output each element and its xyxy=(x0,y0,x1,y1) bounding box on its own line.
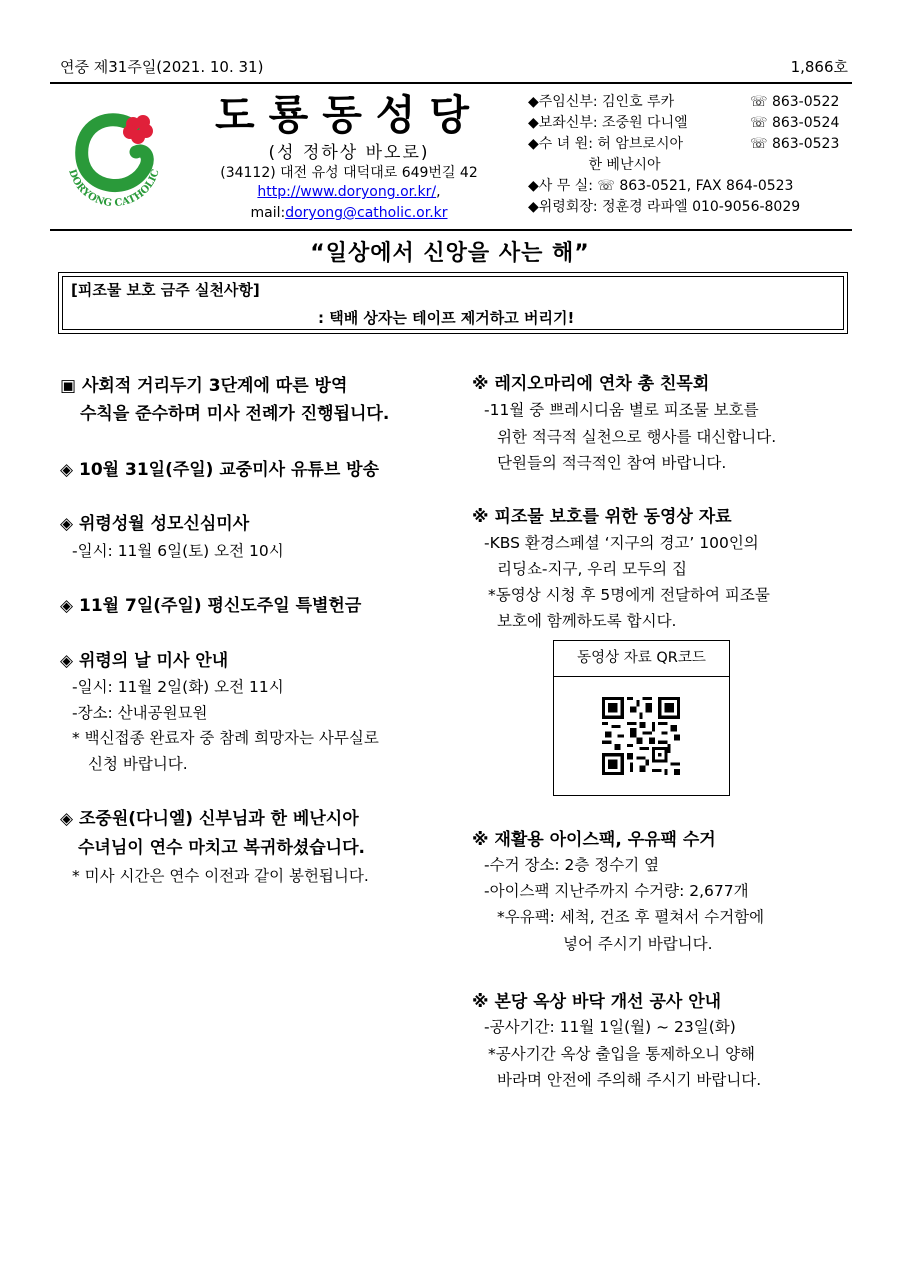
mail-line: mail:doryong@catholic.or.kr xyxy=(250,205,448,221)
contact-row: ◆보좌신부: 조중원 다니엘 ☏ 863-0524 xyxy=(528,115,840,131)
contact-row: ◆주임신부: 김인호 루카 ☏ 863-0522 xyxy=(528,94,840,110)
section-text: *동영상 시청 후 5명에게 전달하여 피조물 xyxy=(488,586,770,604)
section-text: *공사기간 옥상 출입을 통제하오니 양해 xyxy=(488,1045,756,1063)
section-text: 리딩쇼-지구, 우리 모두의 집 xyxy=(497,560,688,578)
section-text: 신청 바랍니다. xyxy=(88,755,188,773)
qr-code-box xyxy=(553,640,730,796)
contact-row: ◆위령회장: 정훈경 라파엘 010-9056-8029 xyxy=(528,199,801,215)
section-text: -KBS 환경스페셜 ‘지구의 경고’ 100인의 xyxy=(484,534,759,552)
section-heading: ※ 재활용 아이스팩, 우유팩 수거 xyxy=(472,830,716,850)
notice-box xyxy=(58,272,848,334)
section-heading: ※ 본당 옥상 바닥 개선 공사 안내 xyxy=(472,992,722,1012)
section-heading: ▣ 사회적 거리두기 3단계에 따른 방역 xyxy=(60,376,348,396)
contact-row: 한 베난시아 xyxy=(528,157,661,173)
section-text: 위한 적극적 실천으로 행사를 대신합니다. xyxy=(497,428,777,446)
section-heading: 수칙을 준수하며 미사 전례가 진행됩니다. xyxy=(80,404,390,424)
section-text: 보호에 함께하도록 합시다. xyxy=(497,612,677,630)
church-name: 도룡동성당 xyxy=(214,91,484,139)
church-address: (34112) 대전 유성 대덕대로 649번길 42 xyxy=(220,165,478,181)
email-link[interactable]: doryong@catholic.or.kr xyxy=(285,205,448,221)
church-logo xyxy=(54,100,174,220)
qr-code-icon[interactable] xyxy=(602,697,680,775)
section-text: * 백신접종 완료자 중 참례 희망자는 사무실로 xyxy=(72,729,379,747)
logo-text: DORYONG CATHOLIC xyxy=(66,168,162,210)
section-text: 바라며 안전에 주의해 주시기 바랍니다. xyxy=(497,1071,762,1089)
section-text: -11월 중 쁘레시디움 별로 피조물 보호를 xyxy=(484,401,759,419)
section-heading: ※ 피조물 보호를 위한 동영상 자료 xyxy=(472,507,732,527)
notice-text: : 택배 상자는 테이프 제거하고 버리기! xyxy=(318,309,575,327)
header-bottom-rule xyxy=(50,229,852,231)
qr-label: 동영상 자료 QR코드 xyxy=(577,650,706,666)
section-text: -장소: 산내공원묘원 xyxy=(72,704,208,722)
website-link[interactable]: http://www.doryong.or.kr/ xyxy=(257,184,437,200)
contact-row: ◆수 녀 원: 허 암브로시아 ☏ 863-0523 xyxy=(528,136,840,152)
section-text: 단원들의 적극적인 참여 바랍니다. xyxy=(497,454,727,472)
section-heading: 수녀님이 연수 마치고 복귀하셨습니다. xyxy=(78,838,365,858)
section-text: -수거 장소: 2층 정수기 옆 xyxy=(484,856,660,874)
section-heading: ◈ 10월 31일(주일) 교중미사 유튜브 방송 xyxy=(60,460,380,480)
notice-title: [피조물 보호 금주 실천사항] xyxy=(71,281,260,299)
contact-list xyxy=(528,92,858,218)
section-heading: ◈ 위령성월 성모신심미사 xyxy=(60,514,250,534)
section-heading: ◈ 조중원(다니엘) 신부님과 한 베난시아 xyxy=(60,809,359,829)
section-text: -일시: 11월 6일(토) 오전 10시 xyxy=(72,542,284,560)
section-text: -공사기간: 11월 1일(월) ~ 23일(화) xyxy=(484,1018,736,1036)
section-text: *우유팩: 세척, 건조 후 펼쳐서 수거함에 xyxy=(497,908,765,926)
section-heading: ◈ 11월 7일(주일) 평신도주일 특별헌금 xyxy=(60,596,362,616)
issue-date: 연중 제31주일(2021. 10. 31) xyxy=(60,58,264,76)
section-text: -일시: 11월 2일(화) 오전 11시 xyxy=(72,678,284,696)
contact-row: ◆사 무 실: ☏ 863-0521, FAX 864-0523 xyxy=(528,178,794,194)
yearly-theme: “일상에서 신앙을 사는 해” xyxy=(310,241,590,266)
section-text: -아이스팩 지난주까지 수거량: 2,677개 xyxy=(484,882,749,900)
section-heading: ◈ 위령의 날 미사 안내 xyxy=(60,651,229,671)
section-text: 넣어 주시기 바랍니다. xyxy=(563,935,713,953)
issue-number: 1,866호 xyxy=(790,58,848,76)
section-heading: ※ 레지오마리에 연차 총 친목회 xyxy=(472,374,710,394)
section-text: * 미사 시간은 연수 이전과 같이 봉헌됩니다. xyxy=(72,867,369,885)
logo-icon xyxy=(54,100,174,220)
patron-saint: (성 정하상 바오로) xyxy=(268,143,430,163)
website-line: http://www.doryong.or.kr/, xyxy=(257,184,441,200)
